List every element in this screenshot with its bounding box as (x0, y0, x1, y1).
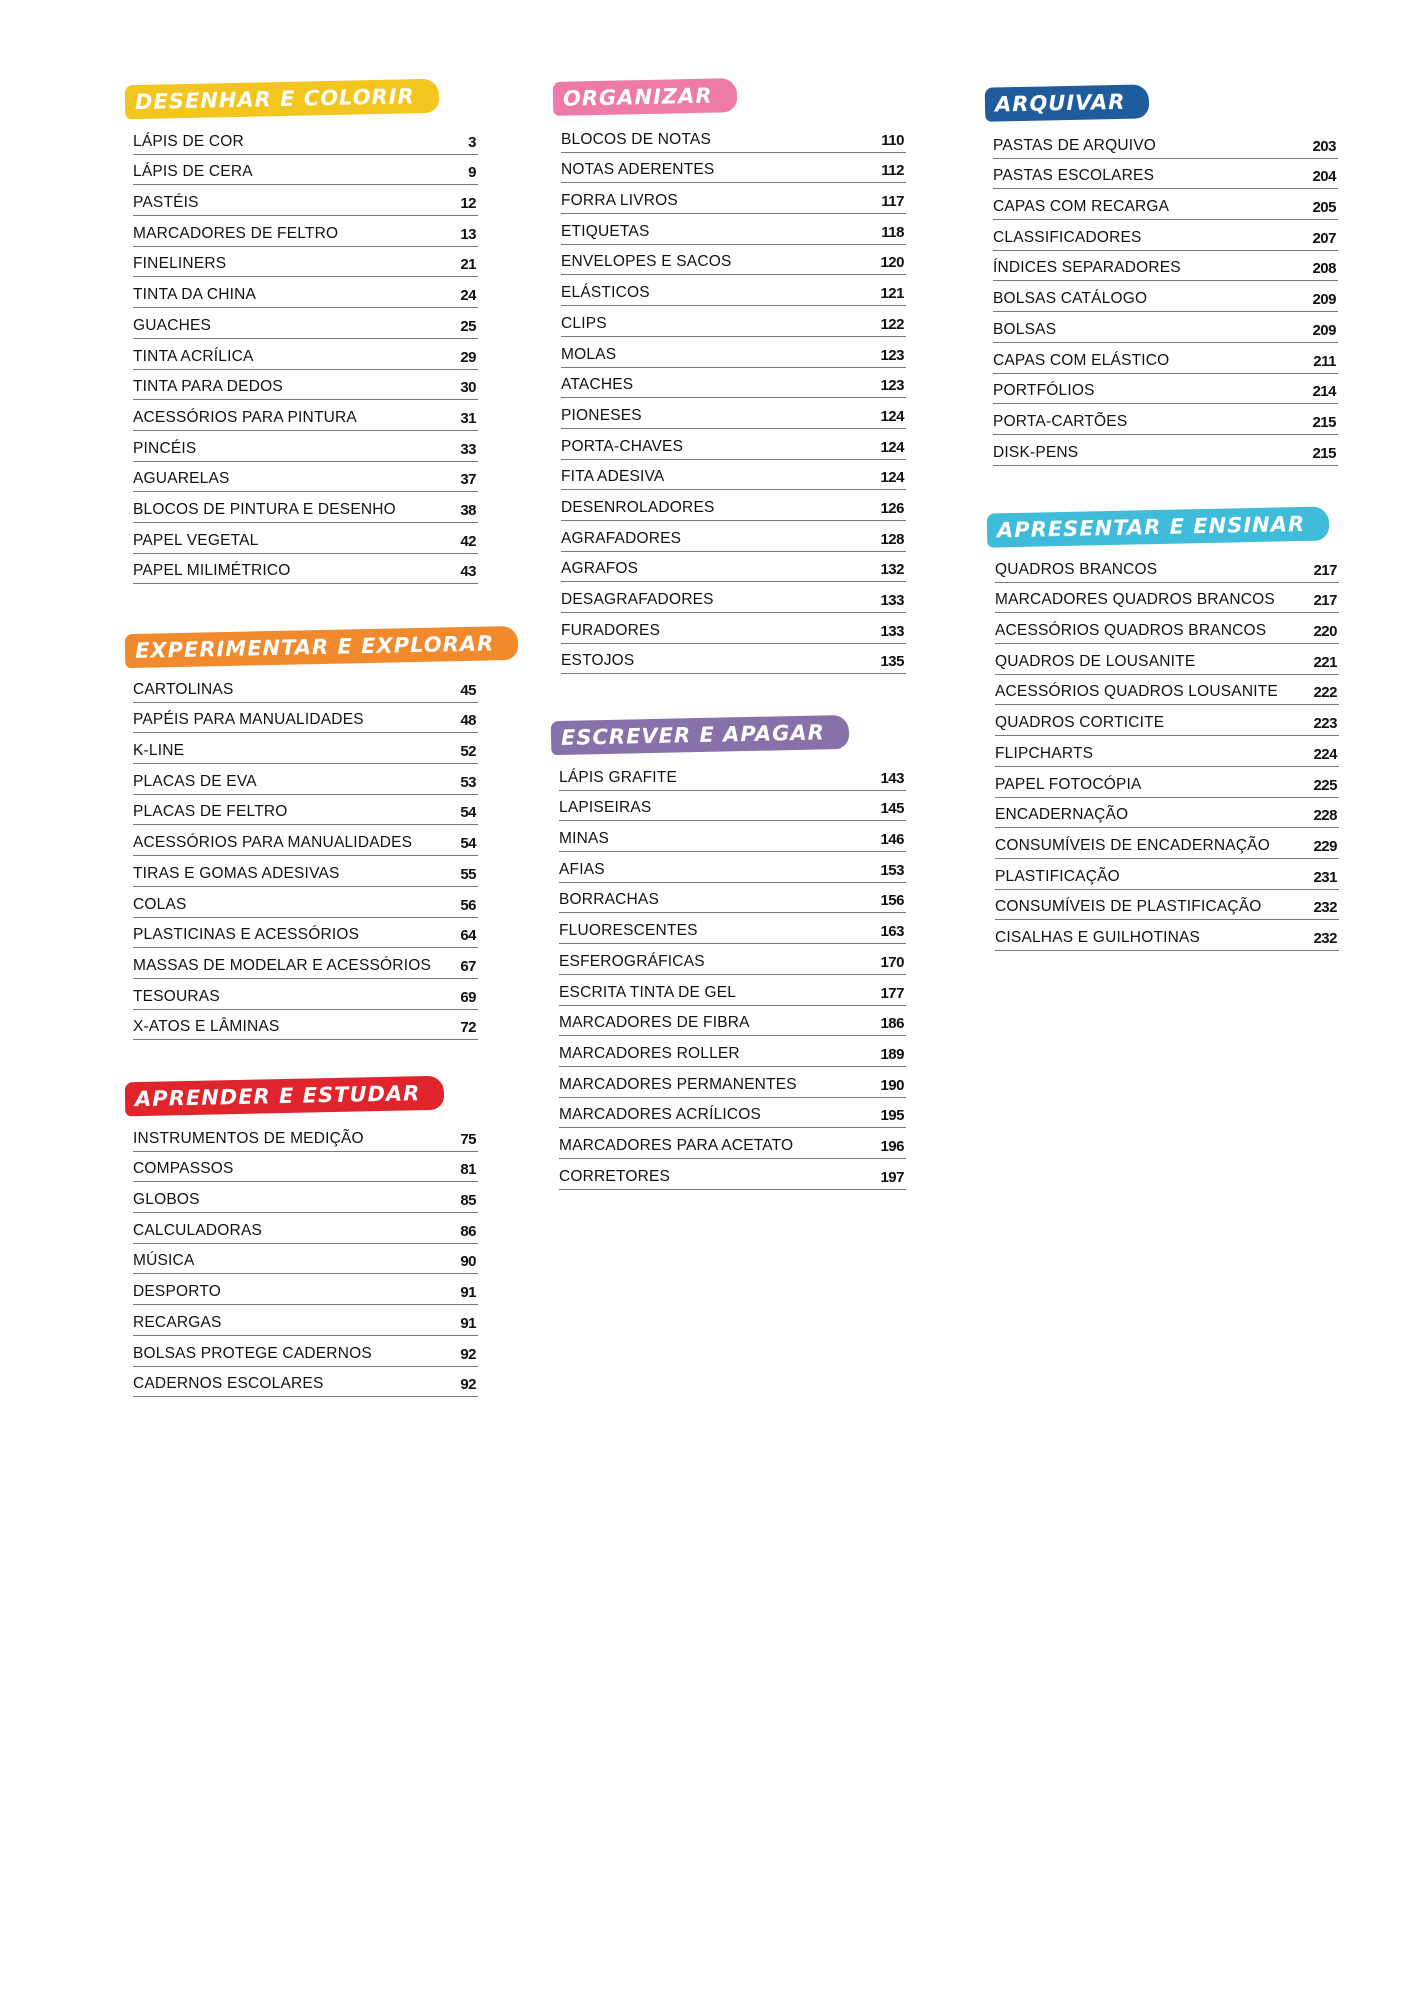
list-item (993, 159, 1338, 190)
item-page-number: 120 (880, 254, 904, 272)
item-label: MARCADORES ACRÍLICOS (559, 1106, 762, 1124)
list-item (133, 431, 478, 462)
item-label: MASSAS DE MODELAR E ACESSÓRIOS (133, 956, 431, 974)
item-label: MARCADORES ROLLER (559, 1044, 740, 1062)
section-organizar (561, 80, 906, 674)
item-label: MARCADORES PARA ACETATO (559, 1136, 794, 1154)
item-page-number: 133 (880, 592, 904, 609)
item-label: RECARGAS (133, 1313, 222, 1331)
item-label: DISK-PENS (993, 443, 1079, 461)
item-label: PORTA-CHAVES (561, 437, 684, 455)
section-title: ARQUIVAR (985, 84, 1150, 121)
section-desenhar-e-colorir (133, 82, 478, 584)
item-page-number: 123 (880, 377, 904, 395)
section-list (133, 124, 478, 584)
list-item (133, 216, 478, 247)
item-label: DESAGRAFADORES (561, 591, 714, 608)
item-label: BORRACHAS (559, 891, 659, 909)
section-title: ORGANIZAR (553, 78, 737, 116)
list-item (559, 1159, 906, 1190)
item-page-number: 221 (1313, 653, 1337, 671)
item-page-number: 214 (1312, 383, 1336, 401)
section-list (133, 1121, 478, 1397)
section-arquivar (993, 86, 1338, 466)
item-page-number: 133 (880, 622, 904, 640)
item-label: ETIQUETAS (561, 222, 650, 240)
list-item (133, 1367, 478, 1398)
section-title: APRENDER E ESTUDAR (125, 1076, 445, 1117)
item-page-number: 64 (460, 927, 476, 945)
list-item (995, 767, 1339, 798)
item-label: PIONESES (561, 406, 642, 424)
list-item (133, 825, 478, 856)
item-label: FITA ADESIVA (561, 468, 665, 486)
item-page-number: 67 (460, 957, 476, 975)
item-label: ÍNDICES SEPARADORES (993, 259, 1181, 277)
item-page-number: 33 (460, 440, 476, 458)
item-label: PORTFÓLIOS (993, 382, 1095, 400)
item-page-number: 211 (1313, 352, 1336, 370)
list-item (561, 582, 906, 613)
item-label: LÁPIS DE COR (133, 132, 244, 150)
item-page-number: 229 (1313, 837, 1337, 855)
item-label: PASTAS ESCOLARES (993, 167, 1155, 185)
list-item (559, 1006, 906, 1037)
list-item (995, 613, 1339, 644)
list-item (993, 343, 1338, 374)
item-label: CALCULADORAS (133, 1221, 263, 1239)
item-page-number: 228 (1313, 807, 1337, 825)
item-label: TINTA ACRÍLICA (133, 347, 254, 365)
list-item (559, 883, 906, 914)
item-label: CONSUMÍVEIS DE PLASTIFICAÇÃO (995, 898, 1262, 916)
item-label: ACESSÓRIOS PARA PINTURA (133, 408, 357, 426)
item-page-number: 86 (460, 1222, 476, 1240)
item-page-number: 220 (1313, 623, 1337, 641)
item-page-number: 196 (880, 1137, 904, 1155)
item-label: PLACAS DE FELTRO (133, 803, 288, 821)
section-title: DESENHAR E COLORIR (125, 79, 439, 120)
list-item (133, 979, 478, 1010)
list-item (133, 462, 478, 493)
list-item (559, 1128, 906, 1159)
item-page-number: 124 (880, 469, 904, 487)
list-item (133, 370, 478, 401)
item-label: COMPASSOS (133, 1160, 234, 1178)
item-label: CAPAS COM ELÁSTICO (993, 351, 1170, 369)
item-page-number: 72 (460, 1019, 476, 1037)
list-item (561, 490, 906, 521)
item-page-number: 208 (1312, 260, 1336, 278)
item-label: BOLSAS CATÁLOGO (993, 290, 1148, 308)
list-item (559, 1098, 906, 1129)
item-page-number: 225 (1313, 776, 1337, 794)
item-page-number: 186 (880, 1015, 904, 1033)
item-page-number: 156 (880, 892, 904, 910)
list-item (561, 183, 906, 214)
item-label: ELÁSTICOS (561, 284, 650, 302)
item-page-number: 126 (880, 499, 904, 517)
list-item (993, 251, 1338, 282)
list-item (993, 189, 1338, 220)
item-label: PLASTICINAS E ACESSÓRIOS (133, 926, 360, 944)
item-page-number: 170 (880, 953, 904, 971)
item-page-number: 205 (1312, 199, 1336, 217)
section-list (561, 122, 906, 674)
item-page-number: 21 (460, 256, 476, 274)
item-label: ENVELOPES E SACOS (561, 253, 732, 271)
item-page-number: 85 (460, 1192, 476, 1210)
list-item (133, 733, 478, 764)
list-item (133, 672, 478, 703)
item-page-number: 197 (880, 1168, 904, 1186)
item-page-number: 123 (880, 346, 904, 364)
list-item (561, 153, 906, 184)
item-page-number: 81 (460, 1161, 476, 1179)
list-item (995, 705, 1339, 736)
list-item (133, 554, 478, 585)
list-item (995, 828, 1339, 859)
item-label: MOLAS (561, 345, 617, 363)
item-page-number: 55 (460, 865, 476, 883)
list-item (133, 948, 478, 979)
item-label: CISALHAS E GUILHOTINAS (995, 928, 1201, 946)
list-item (133, 1152, 478, 1183)
item-label: ACESSÓRIOS QUADROS LOUSANITE (995, 683, 1278, 701)
item-label: LAPISEIRAS (559, 799, 652, 817)
item-label: FLUORESCENTES (559, 922, 698, 940)
item-page-number: 30 (460, 379, 476, 397)
list-item (133, 1305, 478, 1336)
item-page-number: 118 (881, 223, 904, 241)
item-page-number: 124 (880, 438, 904, 456)
list-item (133, 1244, 478, 1275)
item-label: MARCADORES QUADROS BRANCOS (995, 591, 1275, 609)
item-page-number: 122 (880, 315, 904, 333)
item-page-number: 9 (468, 164, 476, 182)
item-page-number: 190 (880, 1076, 904, 1094)
item-label: CADERNOS ESCOLARES (133, 1375, 324, 1393)
item-label: PLACAS DE EVA (133, 772, 257, 790)
list-item (133, 1274, 478, 1305)
item-page-number: 13 (460, 225, 476, 243)
list-item (133, 887, 478, 918)
list-item (561, 460, 906, 491)
item-page-number: 112 (881, 162, 904, 180)
item-label: AGUARELAS (133, 470, 230, 488)
item-label: DESPORTO (133, 1283, 222, 1301)
item-label: MARCADORES DE FELTRO (133, 224, 339, 242)
item-page-number: 56 (460, 896, 476, 914)
item-label: FORRA LIVROS (561, 192, 678, 210)
item-page-number: 92 (460, 1345, 476, 1363)
item-label: LÁPIS DE CERA (133, 163, 253, 181)
item-label: ENCADERNAÇÃO (995, 806, 1129, 824)
list-item (133, 124, 478, 155)
list-item (133, 339, 478, 370)
item-label: CLIPS (561, 314, 607, 332)
list-item (995, 859, 1339, 890)
section-aprender-e-estudar (133, 1079, 478, 1397)
item-label: BLOCOS DE PINTURA E DESENHO (133, 500, 396, 518)
item-page-number: 38 (460, 501, 476, 519)
item-label: PAPÉIS PARA MANUALIDADES (133, 711, 364, 729)
item-label: QUADROS DE LOUSANITE (995, 652, 1196, 670)
item-page-number: 215 (1312, 413, 1336, 431)
item-label: BOLSAS PROTEGE CADERNOS (133, 1344, 372, 1362)
item-label: MÚSICA (133, 1252, 195, 1270)
list-item (561, 122, 906, 153)
item-label: BOLSAS (993, 320, 1057, 338)
list-item (133, 308, 478, 339)
item-label: AFIAS (559, 860, 605, 878)
item-page-number: 52 (460, 743, 476, 761)
list-item (993, 312, 1338, 343)
list-item (995, 798, 1339, 829)
list-item (133, 1121, 478, 1152)
item-label: FURADORES (561, 621, 661, 639)
item-label: AGRAFOS (561, 560, 639, 578)
item-page-number: 217 (1313, 592, 1337, 610)
section-title: APRESENTAR E ENSINAR (987, 506, 1330, 547)
item-label: MARCADORES PERMANENTES (559, 1075, 797, 1093)
item-page-number: 209 (1312, 291, 1336, 309)
list-item (559, 760, 906, 791)
list-item (133, 155, 478, 186)
item-page-number: 25 (460, 317, 476, 335)
item-label: CARTOLINAS (133, 680, 234, 698)
item-page-number: 29 (460, 348, 476, 366)
section-escrever-e-apagar (559, 718, 906, 1190)
list-item (561, 429, 906, 460)
item-label: ESTOJOS (561, 652, 635, 670)
list-item (133, 703, 478, 734)
list-item (133, 523, 478, 554)
list-item (995, 644, 1339, 675)
list-item (559, 1036, 906, 1067)
item-page-number: 3 (468, 133, 476, 151)
item-page-number: 53 (460, 773, 476, 791)
item-label: TESOURAS (133, 987, 220, 1005)
list-item (995, 583, 1339, 614)
item-label: QUADROS CORTICITE (995, 714, 1165, 732)
list-item (133, 856, 478, 887)
item-page-number: 128 (880, 530, 904, 548)
item-page-number: 145 (880, 800, 904, 818)
list-item (559, 791, 906, 822)
item-page-number: 146 (880, 831, 904, 849)
item-page-number: 54 (460, 804, 476, 822)
list-item (561, 337, 906, 368)
item-label: BLOCOS DE NOTAS (561, 130, 711, 148)
item-page-number: 135 (880, 653, 904, 671)
item-label: AGRAFADORES (561, 529, 682, 547)
item-page-number: 224 (1313, 745, 1337, 763)
section-list (133, 672, 478, 1040)
list-item (133, 1010, 478, 1041)
item-label: PAPEL VEGETAL (133, 531, 259, 549)
section-list (559, 760, 906, 1190)
list-item (993, 435, 1338, 466)
list-item (561, 214, 906, 245)
list-item (559, 975, 906, 1006)
list-item (133, 1213, 478, 1244)
item-label: FINELINERS (133, 255, 227, 273)
list-item (993, 281, 1338, 312)
list-item (133, 1336, 478, 1367)
item-page-number: 232 (1313, 899, 1337, 917)
item-page-number: 215 (1312, 444, 1336, 462)
list-item (133, 400, 478, 431)
item-label: ESCRITA TINTA DE GEL (559, 983, 737, 1001)
list-item (993, 374, 1338, 405)
list-item (561, 306, 906, 337)
item-page-number: 91 (460, 1284, 476, 1302)
item-page-number: 110 (881, 131, 904, 149)
list-item (133, 492, 478, 523)
list-item (561, 245, 906, 276)
item-label: PAPEL FOTOCÓPIA (995, 775, 1142, 793)
item-page-number: 217 (1313, 561, 1337, 579)
section-list (995, 552, 1339, 951)
item-page-number: 24 (460, 287, 476, 305)
item-label: ESFEROGRÁFICAS (559, 952, 705, 970)
list-item (559, 944, 906, 975)
list-item (561, 613, 906, 644)
item-page-number: 45 (460, 681, 476, 699)
list-item (561, 275, 906, 306)
item-label: COLAS (133, 895, 187, 913)
item-page-number: 31 (460, 409, 476, 427)
item-page-number: 12 (460, 195, 476, 213)
item-label: CONSUMÍVEIS DE ENCADERNAÇÃO (995, 836, 1270, 854)
item-page-number: 92 (460, 1376, 476, 1394)
list-item (133, 795, 478, 826)
list-item (993, 220, 1338, 251)
item-label: PAPEL MILIMÉTRICO (133, 562, 291, 580)
item-label: QUADROS BRANCOS (995, 560, 1158, 578)
item-label: MINAS (559, 830, 610, 848)
item-page-number: 124 (880, 407, 904, 425)
list-item (995, 552, 1339, 583)
section-title: EXPERIMENTAR E EXPLORAR (125, 626, 519, 668)
item-label: K-LINE (133, 742, 185, 760)
item-label: MARCADORES DE FIBRA (559, 1014, 750, 1032)
list-item (561, 644, 906, 675)
item-label: PLASTIFICAÇÃO (995, 867, 1120, 885)
list-item (995, 736, 1339, 767)
list-item (559, 852, 906, 883)
item-label: FLIPCHARTS (995, 744, 1094, 762)
item-page-number: 222 (1313, 684, 1337, 702)
item-label: INSTRUMENTOS DE MEDIÇÃO (133, 1129, 364, 1147)
section-apresentar-e-ensinar (995, 510, 1339, 951)
item-page-number: 121 (880, 285, 904, 303)
item-label: LÁPIS GRAFITE (559, 768, 678, 786)
list-item (995, 675, 1339, 706)
list-item (561, 552, 906, 583)
list-item (993, 404, 1338, 435)
item-label: ATACHES (561, 376, 634, 394)
item-page-number: 132 (880, 561, 904, 579)
item-page-number: 37 (460, 471, 476, 489)
list-item (133, 247, 478, 278)
item-page-number: 48 (460, 712, 476, 730)
item-label: NOTAS ADERENTES (561, 161, 715, 179)
item-page-number: 195 (880, 1107, 904, 1125)
item-label: TINTA PARA DEDOS (133, 378, 283, 396)
item-label: DESENROLADORES (561, 498, 715, 516)
list-item (133, 185, 478, 216)
item-page-number: 163 (880, 923, 904, 941)
item-page-number: 90 (460, 1253, 476, 1271)
item-page-number: 223 (1313, 715, 1337, 733)
list-item (561, 368, 906, 399)
item-label: X-ATOS E LÂMINAS (133, 1018, 280, 1036)
item-page-number: 232 (1313, 929, 1337, 947)
item-label: ACESSÓRIOS PARA MANUALIDADES (133, 834, 413, 852)
item-page-number: 177 (880, 984, 904, 1002)
section-list (993, 128, 1338, 466)
item-page-number: 209 (1312, 321, 1336, 339)
item-label: PASTAS DE ARQUIVO (993, 136, 1157, 154)
item-page-number: 91 (460, 1314, 476, 1332)
list-item (995, 890, 1339, 921)
list-item (995, 920, 1339, 951)
item-page-number: 207 (1312, 229, 1336, 247)
item-label: CAPAS COM RECARGA (993, 198, 1170, 216)
item-page-number: 204 (1312, 168, 1336, 186)
item-label: PASTÉIS (133, 194, 199, 212)
list-item (993, 128, 1338, 159)
item-page-number: 153 (880, 861, 904, 879)
item-label: CLASSIFICADORES (993, 228, 1142, 246)
item-label: ACESSÓRIOS QUADROS BRANCOS (995, 622, 1267, 640)
item-label: PORTA-CARTÕES (993, 412, 1128, 430)
section-experimentar-e-explorar (133, 630, 495, 1040)
item-page-number: 189 (880, 1045, 904, 1063)
item-label: GLOBOS (133, 1191, 200, 1209)
item-label: TIRAS E GOMAS ADESIVAS (133, 864, 340, 882)
list-item (133, 1182, 478, 1213)
list-item (561, 398, 906, 429)
item-page-number: 75 (460, 1130, 476, 1148)
item-label: PINCÉIS (133, 439, 197, 457)
section-title: ESCREVER E APAGAR (551, 715, 849, 755)
item-page-number: 231 (1313, 868, 1337, 886)
list-item (133, 918, 478, 949)
item-label: GUACHES (133, 316, 212, 334)
list-item (559, 821, 906, 852)
item-label: TINTA DA CHINA (133, 286, 257, 304)
item-page-number: 143 (880, 769, 904, 787)
list-item (133, 277, 478, 308)
item-page-number: 69 (460, 988, 476, 1006)
list-item (559, 913, 906, 944)
item-page-number: 43 (460, 563, 476, 581)
item-page-number: 117 (881, 193, 904, 211)
list-item (133, 764, 478, 795)
item-page-number: 203 (1312, 137, 1336, 155)
item-page-number: 54 (460, 835, 476, 853)
list-item (559, 1067, 906, 1098)
item-label: CORRETORES (559, 1167, 671, 1185)
list-item (561, 521, 906, 552)
item-page-number: 42 (460, 532, 476, 550)
